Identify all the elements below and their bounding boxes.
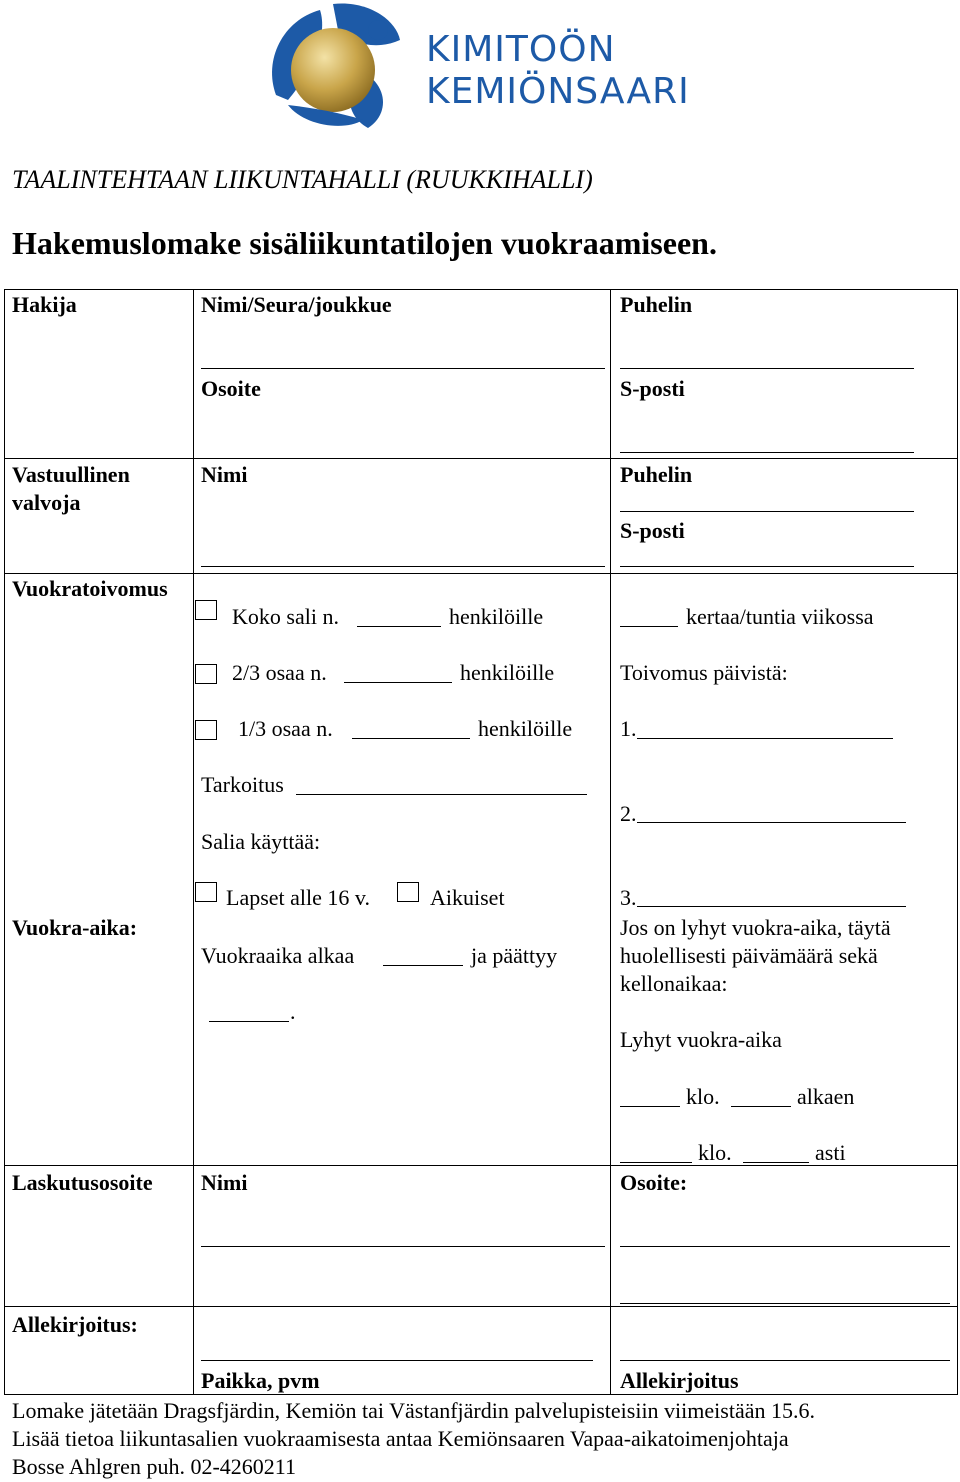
full-hall-persons-field[interactable]	[357, 626, 441, 627]
short-rental-date1-field[interactable]	[620, 1106, 680, 1107]
short-rental-until: asti	[815, 1140, 846, 1165]
applicant-label: Hakija	[12, 292, 77, 317]
short-rental-klo1: klo.	[686, 1084, 720, 1109]
short-rental-note-line1: Jos on lyhyt vuokra-aika, täytä	[620, 915, 891, 940]
applicant-address-label: Osoite	[201, 376, 261, 401]
short-rental-date2-field[interactable]	[620, 1162, 692, 1163]
municipality-logo	[258, 0, 698, 135]
short-rental-note-line2: huolellisesti päivämäärä sekä	[620, 943, 878, 968]
billing-name-label: Nimi	[201, 1170, 248, 1195]
footer-line1: Lomake jätetään Dragsfjärdin, Kemiön tai Västanfjärdin palvelupisteisiin viimeistään 15.6.	[12, 1398, 815, 1423]
signature-label: Allekirjoitus	[620, 1368, 739, 1393]
applicant-name-label: Nimi/Seura/joukkue	[201, 292, 392, 317]
one-third-persons-field[interactable]	[352, 738, 470, 739]
short-rental-klo2: klo.	[698, 1140, 732, 1165]
day1-label: 1.	[620, 716, 637, 741]
logo-line1: KIMITOÖN	[426, 29, 616, 70]
full-hall-suffix: henkilöille	[449, 604, 544, 629]
times-per-week-field[interactable]	[620, 626, 678, 627]
rental-start-field[interactable]	[383, 965, 463, 966]
one-third-suffix: henkilöille	[478, 716, 573, 741]
rental-period-label: Vuokra-aika:	[12, 915, 138, 940]
one-third-checkbox[interactable]	[195, 720, 217, 740]
full-hall-label: Koko sali n.	[232, 604, 339, 629]
day2-label: 2.	[620, 801, 637, 826]
supervisor-name-field[interactable]	[201, 566, 605, 567]
place-date-field[interactable]	[201, 1360, 593, 1361]
billing-address-label: Osoite:	[620, 1170, 688, 1195]
signature-row-label: Allekirjoitus:	[12, 1312, 138, 1337]
rental-end-period: .	[290, 999, 296, 1024]
document-subtitle: TAALINTEHTAAN LIIKUNTAHALLI (RUUKKIHALLI)	[12, 165, 593, 194]
adults-label: Aikuiset	[430, 885, 505, 910]
one-third-label: 1/3 osaa n.	[238, 716, 333, 741]
document-title: Hakemuslomake sisäliikuntatilojen vuokraamiseen.	[12, 225, 717, 261]
billing-address-field1[interactable]	[620, 1246, 950, 1247]
applicant-email-field[interactable]	[620, 452, 914, 453]
billing-address-field2[interactable]	[620, 1303, 950, 1304]
supervisor-name-label: Nimi	[201, 462, 248, 487]
short-rental-from: alkaen	[797, 1084, 855, 1109]
purpose-label: Tarkoitus	[201, 772, 284, 797]
supervisor-email-label: S-posti	[620, 518, 685, 543]
two-thirds-checkbox[interactable]	[195, 664, 217, 684]
place-date-label: Paikka, pvm	[201, 1368, 320, 1393]
supervisor-label-line1: Vastuullinen	[12, 462, 130, 487]
applicant-phone-field[interactable]	[620, 368, 914, 369]
rental-starts-label: Vuokraaika alkaa	[201, 943, 355, 968]
applicant-email-label: S-posti	[620, 376, 685, 401]
applicant-phone-label: Puhelin	[620, 292, 693, 317]
rental-ends-label: ja päättyy	[471, 943, 558, 968]
supervisor-label-line2: valvoja	[12, 490, 81, 515]
signature-field[interactable]	[620, 1360, 950, 1361]
supervisor-email-field[interactable]	[620, 566, 914, 567]
short-rental-label: Lyhyt vuokra-aika	[620, 1027, 782, 1052]
supervisor-phone-label: Puhelin	[620, 462, 693, 487]
users-label: Salia käyttää:	[201, 829, 321, 854]
billing-name-field[interactable]	[201, 1246, 605, 1247]
logo-emblem-icon	[258, 0, 408, 132]
two-thirds-persons-field[interactable]	[344, 682, 452, 683]
purpose-field[interactable]	[296, 794, 587, 795]
children-label: Lapset alle 16 v.	[226, 885, 370, 910]
short-rental-time2-field[interactable]	[743, 1162, 809, 1163]
day3-label: 3.	[620, 885, 637, 910]
short-rental-time1-field[interactable]	[731, 1106, 791, 1107]
logo-line2: KEMIÖNSAARI	[426, 71, 690, 112]
two-thirds-label: 2/3 osaa n.	[232, 660, 327, 685]
billing-label: Laskutusosoite	[12, 1170, 153, 1195]
times-per-week-label: kertaa/tuntia viikossa	[686, 604, 874, 629]
rental-end-field[interactable]	[209, 1021, 289, 1022]
supervisor-phone-field[interactable]	[620, 511, 914, 512]
applicant-name-field[interactable]	[201, 368, 605, 369]
day3-field[interactable]	[637, 906, 906, 907]
two-thirds-suffix: henkilöille	[460, 660, 555, 685]
rental-wish-label: Vuokratoivomus	[12, 576, 168, 601]
adults-checkbox[interactable]	[397, 882, 419, 902]
short-rental-note-line3: kellonaikaa:	[620, 971, 728, 996]
footer-line3: Bosse Ahlgren puh. 02-4260211	[12, 1454, 296, 1479]
full-hall-checkbox[interactable]	[195, 600, 217, 620]
days-wish-label: Toivomus päivistä:	[620, 660, 788, 685]
children-checkbox[interactable]	[195, 882, 217, 902]
day2-field[interactable]	[637, 822, 906, 823]
day1-field[interactable]	[637, 738, 893, 739]
footer-line2: Lisää tietoa liikuntasalien vuokraamisesta antaa Kemiönsaaren Vapaa-aikatoimenjohtaja	[12, 1426, 789, 1451]
